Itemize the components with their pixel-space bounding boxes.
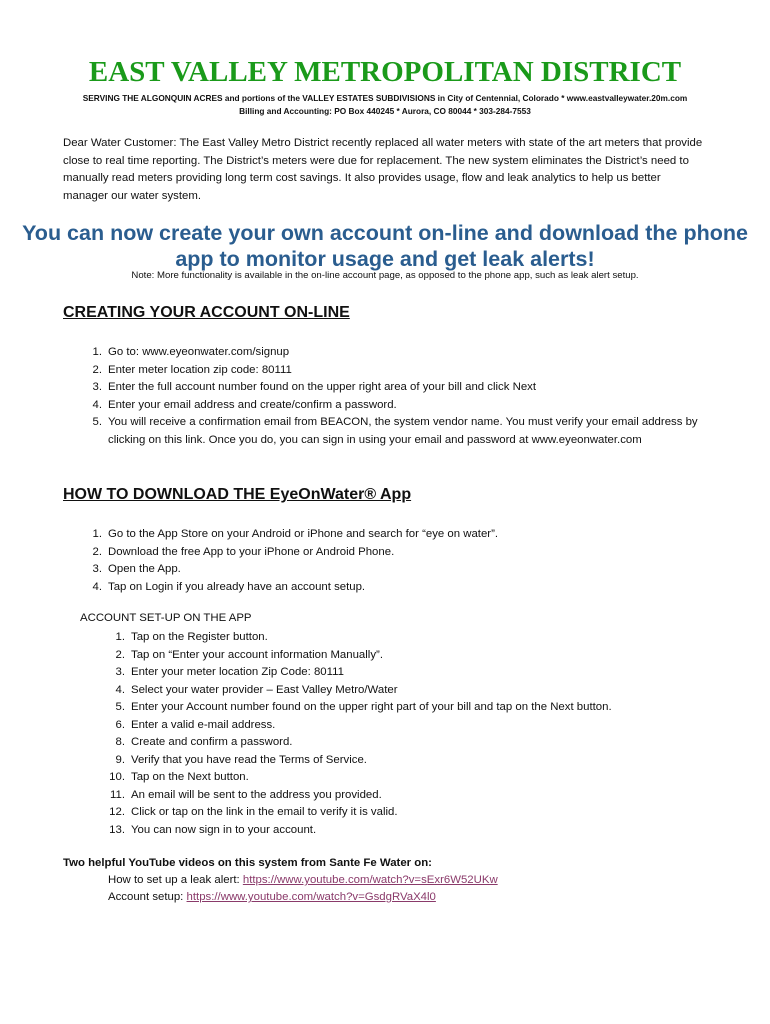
step-text: Tap on the Register button. [131, 631, 268, 643]
step-number: 10. [109, 771, 125, 783]
step-number: 4. [115, 683, 125, 696]
district-service-area: SERVING THE ALGONQUIN ACRES and portions of the VALLEY ESTATES SUBDIVISIONS in City of Centennial, Colorado * www.eastvalleywater.20m.com [82, 93, 688, 103]
step-number: 4. [92, 580, 102, 593]
step-number: 12. [109, 806, 125, 818]
step-text: Download the free App to your iPhone or Android Phone. [108, 545, 395, 558]
leak-alert-video-line [108, 874, 498, 886]
account-setup-video-line [108, 891, 436, 903]
step-text: Tap on Login if you already have an account setup. [108, 580, 366, 593]
list-item [92, 561, 708, 579]
step-text: Enter your Account number found on the upper right part of your bill and tap on the Next button. [131, 701, 612, 713]
step-number: 3. [92, 381, 102, 393]
list-item [110, 787, 731, 805]
list-item [92, 414, 708, 449]
step-text: Verify that you have read the Terms of Service. [131, 753, 367, 766]
list-item [92, 544, 708, 562]
list-item [115, 629, 731, 647]
step-number: 13. [109, 823, 125, 836]
step-text: Enter meter location zip code: 80111 [108, 363, 292, 376]
list-item [115, 699, 731, 717]
district-billing-contact: Billing and Accounting: PO Box 440245 * Aurora, CO 80044 * 303-284-7553 [239, 106, 531, 116]
list-item [92, 526, 708, 544]
step-text: Tap on the Next button. [131, 771, 249, 783]
online-steps-list [92, 344, 708, 449]
list-item [92, 397, 708, 415]
step-number: 5. [115, 701, 125, 713]
app-steps-list [92, 526, 708, 596]
leak-alert-video-link[interactable]: https://www.youtube.com/watch?v=sExr6W52UKw [242, 874, 498, 886]
list-item [109, 822, 731, 840]
step-number: 2. [92, 545, 102, 558]
step-number: 9. [115, 753, 125, 766]
list-item [92, 362, 708, 380]
list-item [109, 769, 731, 787]
online-account-heading: CREATING YOUR ACCOUNT ON-LINE [63, 304, 350, 321]
step-text: Click or tap on the link in the email to verify it is valid. [131, 806, 398, 818]
step-number: 2. [115, 648, 125, 661]
step-text: Select your water provider – East Valley Metro/Water [131, 683, 398, 696]
list-item [92, 344, 708, 362]
videos-heading: Two helpful YouTube videos on this system from Sante Fe Water on: [63, 857, 432, 869]
list-item [115, 647, 731, 665]
step-text: Enter a valid e-mail address. [131, 718, 276, 731]
functionality-note: Note: More functionality is available in the on-line account page, as opposed to the phone app, such as leak alert setup. [131, 270, 639, 281]
list-item [115, 734, 731, 752]
step-text: Enter your email address and create/confirm a password. [108, 398, 397, 411]
headline: You can now create your own account on-line and download the phone app to monitor usage and get leak alerts! [22, 221, 748, 271]
app-setup-heading: ACCOUNT SET-UP ON THE APP [80, 612, 252, 624]
step-text: Go to the App Store on your Android or iPhone and search for “eye on water”. [108, 528, 499, 540]
step-text: Create and confirm a password. [131, 736, 293, 748]
step-number: 1. [115, 631, 125, 643]
step-text: Open the App. [108, 563, 181, 575]
list-item [115, 682, 731, 700]
step-number: 2. [92, 363, 102, 376]
leak-alert-label: How to set up a leak alert: [108, 874, 243, 886]
list-item [115, 664, 731, 682]
step-text: Go to: www.eyeonwater.com/signup [108, 346, 290, 358]
step-text: You can now sign in to your account. [131, 823, 317, 836]
intro-paragraph: Dear Water Customer: The East Valley Metro District recently replaced all water meters with state of the art meters that provide close to real time reporting. The District’s meters were due for replacement. The new system eliminates the District’s need to manually read meters providing long term cost savings. It also provides usage, flow and leak analytics to help us better manager our water system. [63, 137, 703, 202]
account-setup-video-link[interactable]: https://www.youtube.com/watch?v=GsdgRVaX4l0 [186, 891, 436, 903]
step-number: 5. [92, 416, 102, 428]
account-setup-label: Account setup: [108, 891, 187, 903]
app-setup-steps-list [109, 629, 731, 839]
step-number: 8. [115, 736, 125, 748]
step-number: 1. [92, 528, 102, 540]
step-number: 4. [92, 398, 102, 411]
step-text: Tap on “Enter your account information Manually”. [131, 648, 383, 661]
step-number: 11. [110, 788, 125, 801]
step-text: An email will be sent to the address you provided. [131, 788, 382, 801]
list-item [115, 717, 731, 735]
list-item [92, 579, 708, 597]
step-number: 1. [92, 346, 102, 358]
step-text: You will receive a confirmation email from BEACON, the system vendor name. You must verify your email address by clicking on this link. Once you do, you can sign in using your email and password at www.eyeonwater.com [108, 416, 698, 446]
app-download-heading: HOW TO DOWNLOAD THE EyeOnWater® App [63, 486, 412, 503]
list-item [92, 379, 708, 397]
step-number: 3. [115, 666, 125, 678]
step-text: Enter your meter location Zip Code: 80111 [131, 666, 344, 678]
list-item [115, 752, 731, 770]
list-item [109, 804, 731, 822]
step-number: 3. [92, 563, 102, 575]
district-title: EAST VALLEY METROPOLITAN DISTRICT [88, 56, 682, 88]
step-number: 6. [115, 718, 125, 731]
step-text: Enter the full account number found on the upper right area of your bill and click Next [108, 381, 537, 393]
